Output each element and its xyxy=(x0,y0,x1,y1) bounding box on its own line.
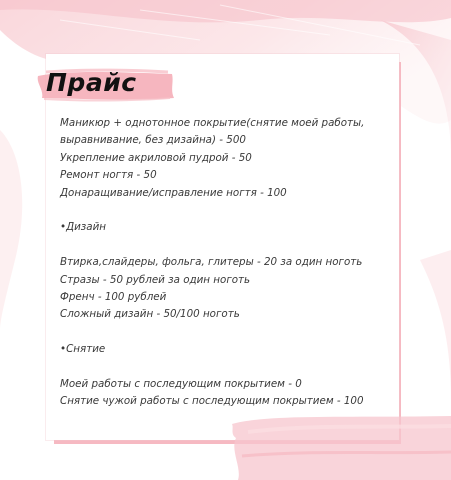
price-item: Снятие чужой работы с последующим покрытием - 100 xyxy=(60,395,364,408)
page-title: Прайс xyxy=(46,68,137,97)
price-item: Стразы - 50 рублей за один ноготь xyxy=(60,273,251,286)
price-list xyxy=(60,115,400,411)
price-item: Укрепление акриловой пудрой - 50 xyxy=(60,151,252,164)
price-item: Моей работы с последующим покрытием - 0 xyxy=(60,378,302,391)
price-item: Сложный дизайн - 50/100 ноготь xyxy=(60,308,240,321)
bottom-brush-stroke xyxy=(228,410,451,480)
section-heading-design: •Дизайн xyxy=(60,221,107,234)
price-item: Френч - 100 рублей xyxy=(60,291,167,304)
price-item: Втирка,слайдеры, фольга, глитеры - 20 за один ноготь xyxy=(60,256,363,269)
price-item: Маникюр + однотонное покрытие(снятие моей работы, выравнивание, без дизайна) - 500 xyxy=(60,117,365,147)
section-heading-removal: •Снятие xyxy=(60,343,106,356)
price-item: Донаращивание/исправление ногтя - 100 xyxy=(60,186,287,199)
price-item: Ремонт ногтя - 50 xyxy=(60,169,157,182)
